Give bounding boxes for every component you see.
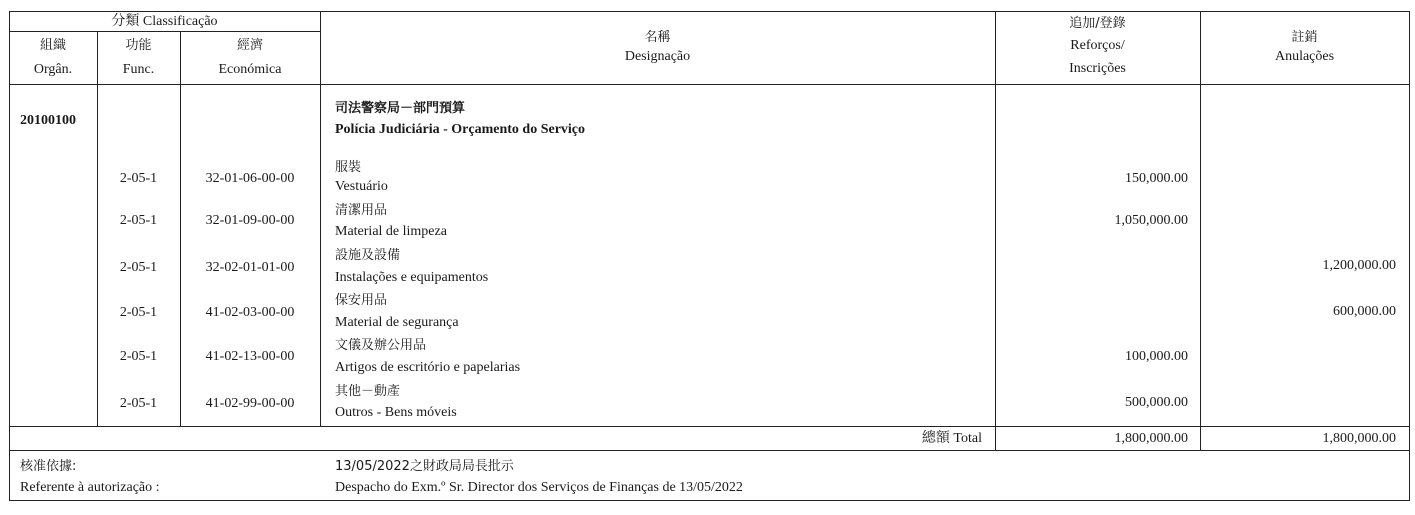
- row-add: 100,000.00: [1125, 349, 1188, 364]
- header-func-zh: 功能: [125, 38, 152, 53]
- header-econ-pt: Económica: [218, 62, 282, 77]
- row-name-pt: Instalações e equipamentos: [335, 270, 489, 285]
- row-econ: 32-01-06-00-00: [205, 171, 295, 186]
- total-cancel: 1,800,000.00: [1322, 431, 1396, 446]
- footer-ref-zh: 核准依據:: [20, 459, 77, 474]
- col-divider-cancel: [1200, 11, 1201, 451]
- header-cancel-zh: 註銷: [1291, 30, 1318, 45]
- row-econ: 41-02-03-00-00: [205, 305, 295, 320]
- row-add: 150,000.00: [1125, 171, 1188, 186]
- row-name-pt: Outros - Bens móveis: [335, 405, 457, 420]
- row-func: 2-05-1: [119, 305, 158, 320]
- col-divider-econ: [180, 31, 181, 427]
- header-organ-zh: 組織: [39, 38, 66, 53]
- row-func: 2-05-1: [119, 396, 158, 411]
- classification-underline: [9, 31, 320, 32]
- header-func-pt: Func.: [122, 62, 155, 77]
- header-organ-pt: Orgân.: [33, 62, 73, 77]
- row-func: 2-05-1: [119, 349, 158, 364]
- row-name-zh: 服裝: [335, 160, 362, 175]
- col-divider-name: [320, 11, 321, 427]
- row-econ: 32-02-01-01-00: [205, 260, 295, 275]
- row-name-pt: Artigos de escritório e papelarias: [335, 360, 521, 375]
- row-add: 1,050,000.00: [1114, 213, 1188, 228]
- row-econ: 32-01-09-00-00: [205, 213, 295, 228]
- header-name-pt: Designação: [624, 49, 691, 64]
- row-econ: 41-02-13-00-00: [205, 349, 295, 364]
- row-func: 2-05-1: [119, 213, 158, 228]
- table-border-bottom: [9, 500, 1410, 501]
- org-name-pt: Polícia Judiciária - Orçamento do Serviço: [335, 122, 586, 137]
- row-name-pt: Material de segurança: [335, 315, 459, 330]
- total-label: 總額 Total: [921, 431, 982, 446]
- table-border-right: [1409, 11, 1410, 501]
- header-classification: 分類 Classificação: [111, 14, 218, 29]
- row-name-zh: 保安用品: [335, 293, 388, 308]
- header-name-zh: 名稱: [644, 30, 671, 45]
- row-name-pt: Material de limpeza: [335, 224, 447, 239]
- footer-auth-zh: 13/05/2022之財政局局長批示: [335, 459, 514, 474]
- row-name-zh: 其他－動產: [335, 384, 401, 399]
- row-func: 2-05-1: [119, 260, 158, 275]
- header-add-pt1: Reforços/: [1070, 38, 1125, 53]
- row-name-zh: 文儀及辦公用品: [335, 338, 427, 353]
- header-add-zh: 追加/登錄: [1069, 16, 1126, 31]
- row-func: 2-05-1: [119, 171, 158, 186]
- row-name-pt: Vestuário: [335, 179, 388, 194]
- table-border-left: [9, 11, 10, 501]
- header-cancel-pt: Anulações: [1274, 49, 1335, 64]
- row-name-zh: 設施及設備: [335, 248, 401, 263]
- row-cancel: 600,000.00: [1333, 304, 1396, 319]
- row-econ: 41-02-99-00-00: [205, 396, 295, 411]
- col-divider-func: [97, 31, 98, 427]
- row-name-zh: 清潔用品: [335, 203, 388, 218]
- org-name-zh: 司法警察局－部門預算: [335, 101, 466, 116]
- total-add: 1,800,000.00: [1114, 431, 1188, 446]
- header-add-pt2: Inscrições: [1069, 61, 1126, 76]
- row-cancel: 1,200,000.00: [1322, 258, 1396, 273]
- header-econ-zh: 經濟: [236, 38, 263, 53]
- org-code: 20100100: [20, 113, 76, 128]
- footer-ref-pt: Referente à autorização :: [20, 480, 160, 495]
- footer-auth-pt: Despacho do Exm.º Sr. Director dos Serviços de Finanças de 13/05/2022: [335, 480, 743, 495]
- row-add: 500,000.00: [1125, 395, 1188, 410]
- col-divider-add: [995, 11, 996, 451]
